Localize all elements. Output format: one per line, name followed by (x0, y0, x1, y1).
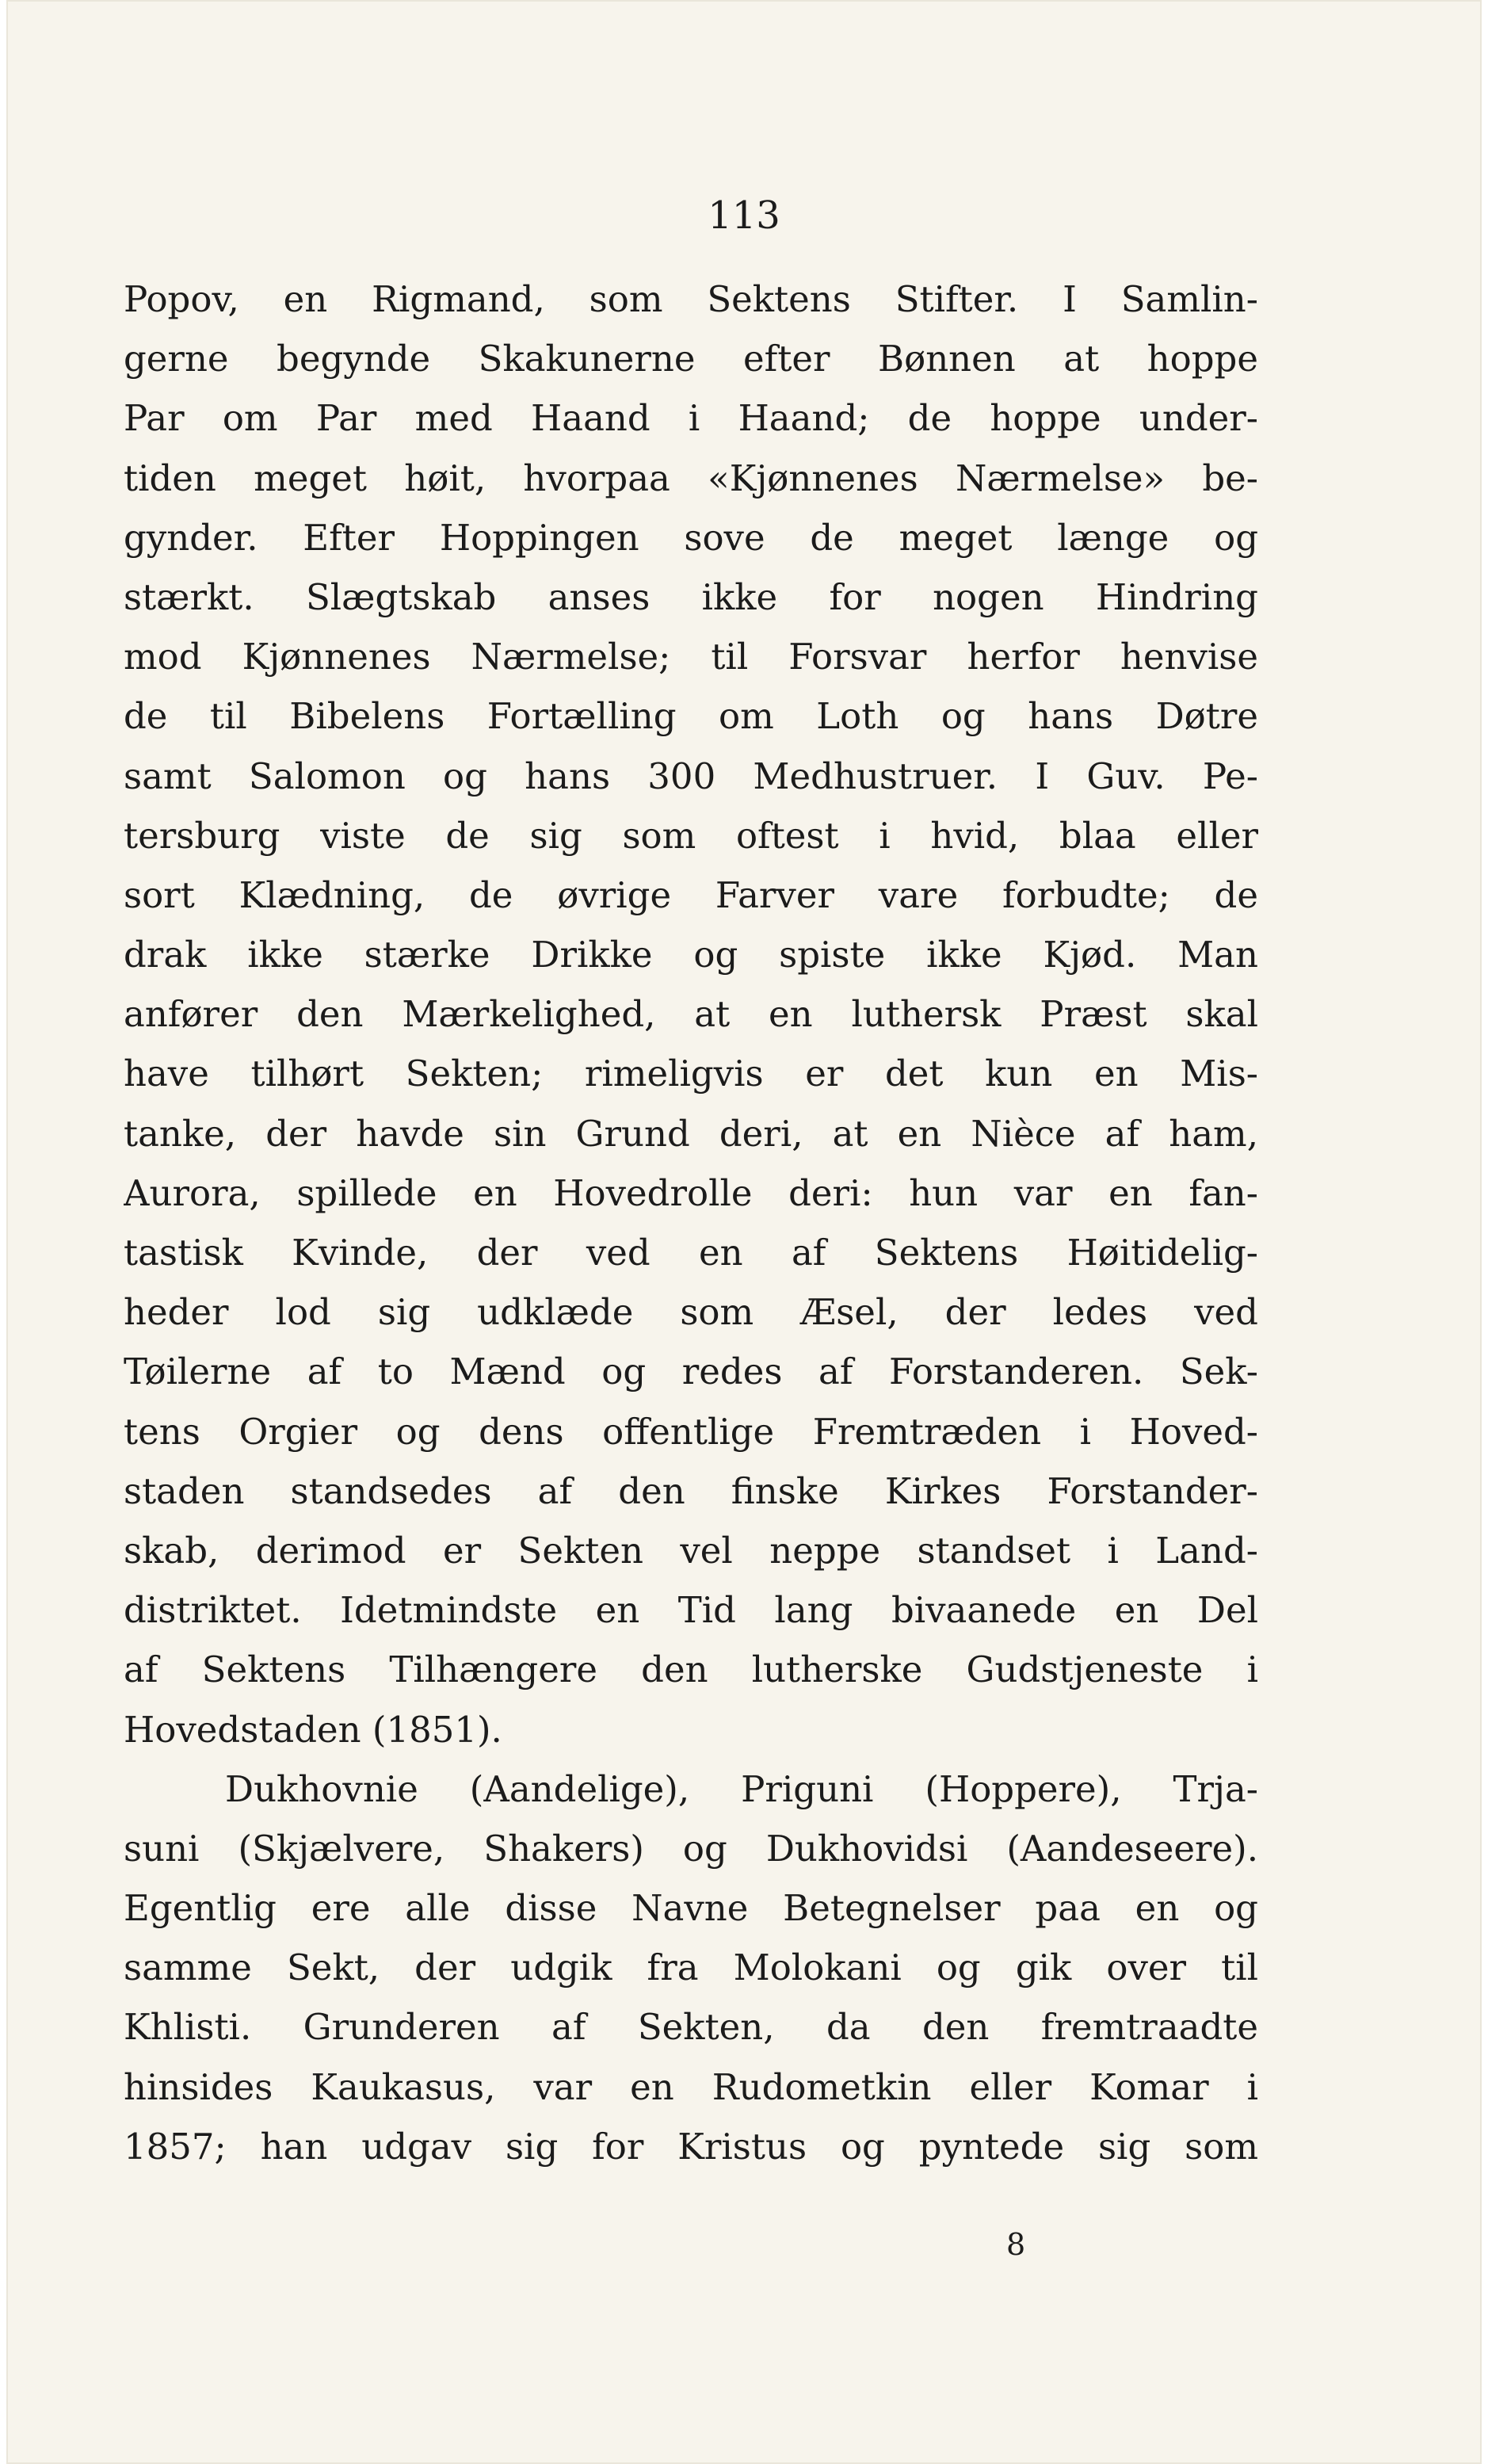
text-line: samme Sekt, der udgik fra Molokani og gik over til (124, 1946, 1258, 1989)
text-line: tiden meget høit, hvorpaa «Kjønnenes Nærmelse» be- (124, 457, 1258, 499)
text-line: Khlisti. Grunderen af Sekten, da den fremtraadte (124, 2006, 1258, 2049)
text-line: skab, derimod er Sekten vel neppe standset i Land- (124, 1529, 1258, 1572)
text-line: Popov, en Rigmand, som Sektens Stifter. I Samlin- (124, 278, 1258, 320)
text-line: tanke, der havde sin Grund deri, at en Nièce af ham, (124, 1112, 1258, 1155)
text-line: mod Kjønnenes Nærmelse; til Forsvar herfor henvise (124, 636, 1258, 678)
text-line: heder lod sig udklæde som Æsel, der ledes ved (124, 1291, 1258, 1334)
text-line: samt Salomon og hans 300 Medhustruer. I Guv. Pe- (124, 754, 1258, 797)
text-line: drak ikke stærke Drikke og spiste ikke Kjød. Man (124, 934, 1258, 976)
text-line: tens Orgier og dens offentlige Fremtræden i Hoved- (124, 1410, 1258, 1453)
page-number: 113 (708, 193, 780, 238)
text-line: anfører den Mærkelighed, at en luthersk Præst skal (124, 993, 1258, 1036)
text-line: distriktet. Idetmindste en Tid lang bivaanede en Del (124, 1589, 1258, 1632)
text-line: tastisk Kvinde, der ved en af Sektens Høitidelig- (124, 1232, 1258, 1274)
text-line: af Sektens Tilhængere den lutherske Gudstjeneste i (124, 1648, 1258, 1691)
text-line: tersburg viste de sig som oftest i hvid, blaa eller (124, 814, 1258, 857)
text-line: gerne begynde Skakunerne efter Bønnen at hoppe (124, 338, 1258, 380)
text-line: stærkt. Slægtskab anses ikke for nogen Hindring (124, 575, 1258, 618)
book-page (6, 0, 1482, 2464)
text-line: 1857; han udgav sig for Kristus og pyntede sig som (124, 2125, 1258, 2168)
text-line: suni (Skjælvere, Shakers) og Dukhovidsi (Aandeseere). (124, 1827, 1258, 1870)
text-line: Tøilerne af to Mænd og redes af Forstanderen. Sek- (124, 1350, 1258, 1393)
text-line: gynder. Efter Hoppingen sove de meget længe og (124, 516, 1258, 559)
text-line: staden standsedes af den finske Kirkes Forstander- (124, 1469, 1258, 1512)
text-line: Par om Par med Haand i Haand; de hoppe under- (124, 397, 1258, 440)
signature-mark: 8 (1006, 2227, 1026, 2262)
text-line: Hovedstaden (1851). (124, 1708, 502, 1751)
text-line: Aurora, spillede en Hovedrolle deri: hun var en fan- (124, 1171, 1258, 1214)
text-line: Dukhovnie (Aandelige), Priguni (Hoppere), Trja- (225, 1767, 1258, 1810)
text-line: de til Bibelens Fortælling om Loth og hans Døtre (124, 695, 1258, 738)
text-line: have tilhørt Sekten; rimeligvis er det kun en Mis- (124, 1052, 1258, 1095)
text-line: sort Klædning, de øvrige Farver vare forbudte; de (124, 873, 1258, 916)
body-text (124, 269, 1258, 2176)
text-line: Egentlig ere alle disse Navne Betegnelser paa en og (124, 1887, 1258, 1930)
text-line: hinsides Kaukasus, var en Rudometkin eller Komar i (124, 2065, 1258, 2108)
